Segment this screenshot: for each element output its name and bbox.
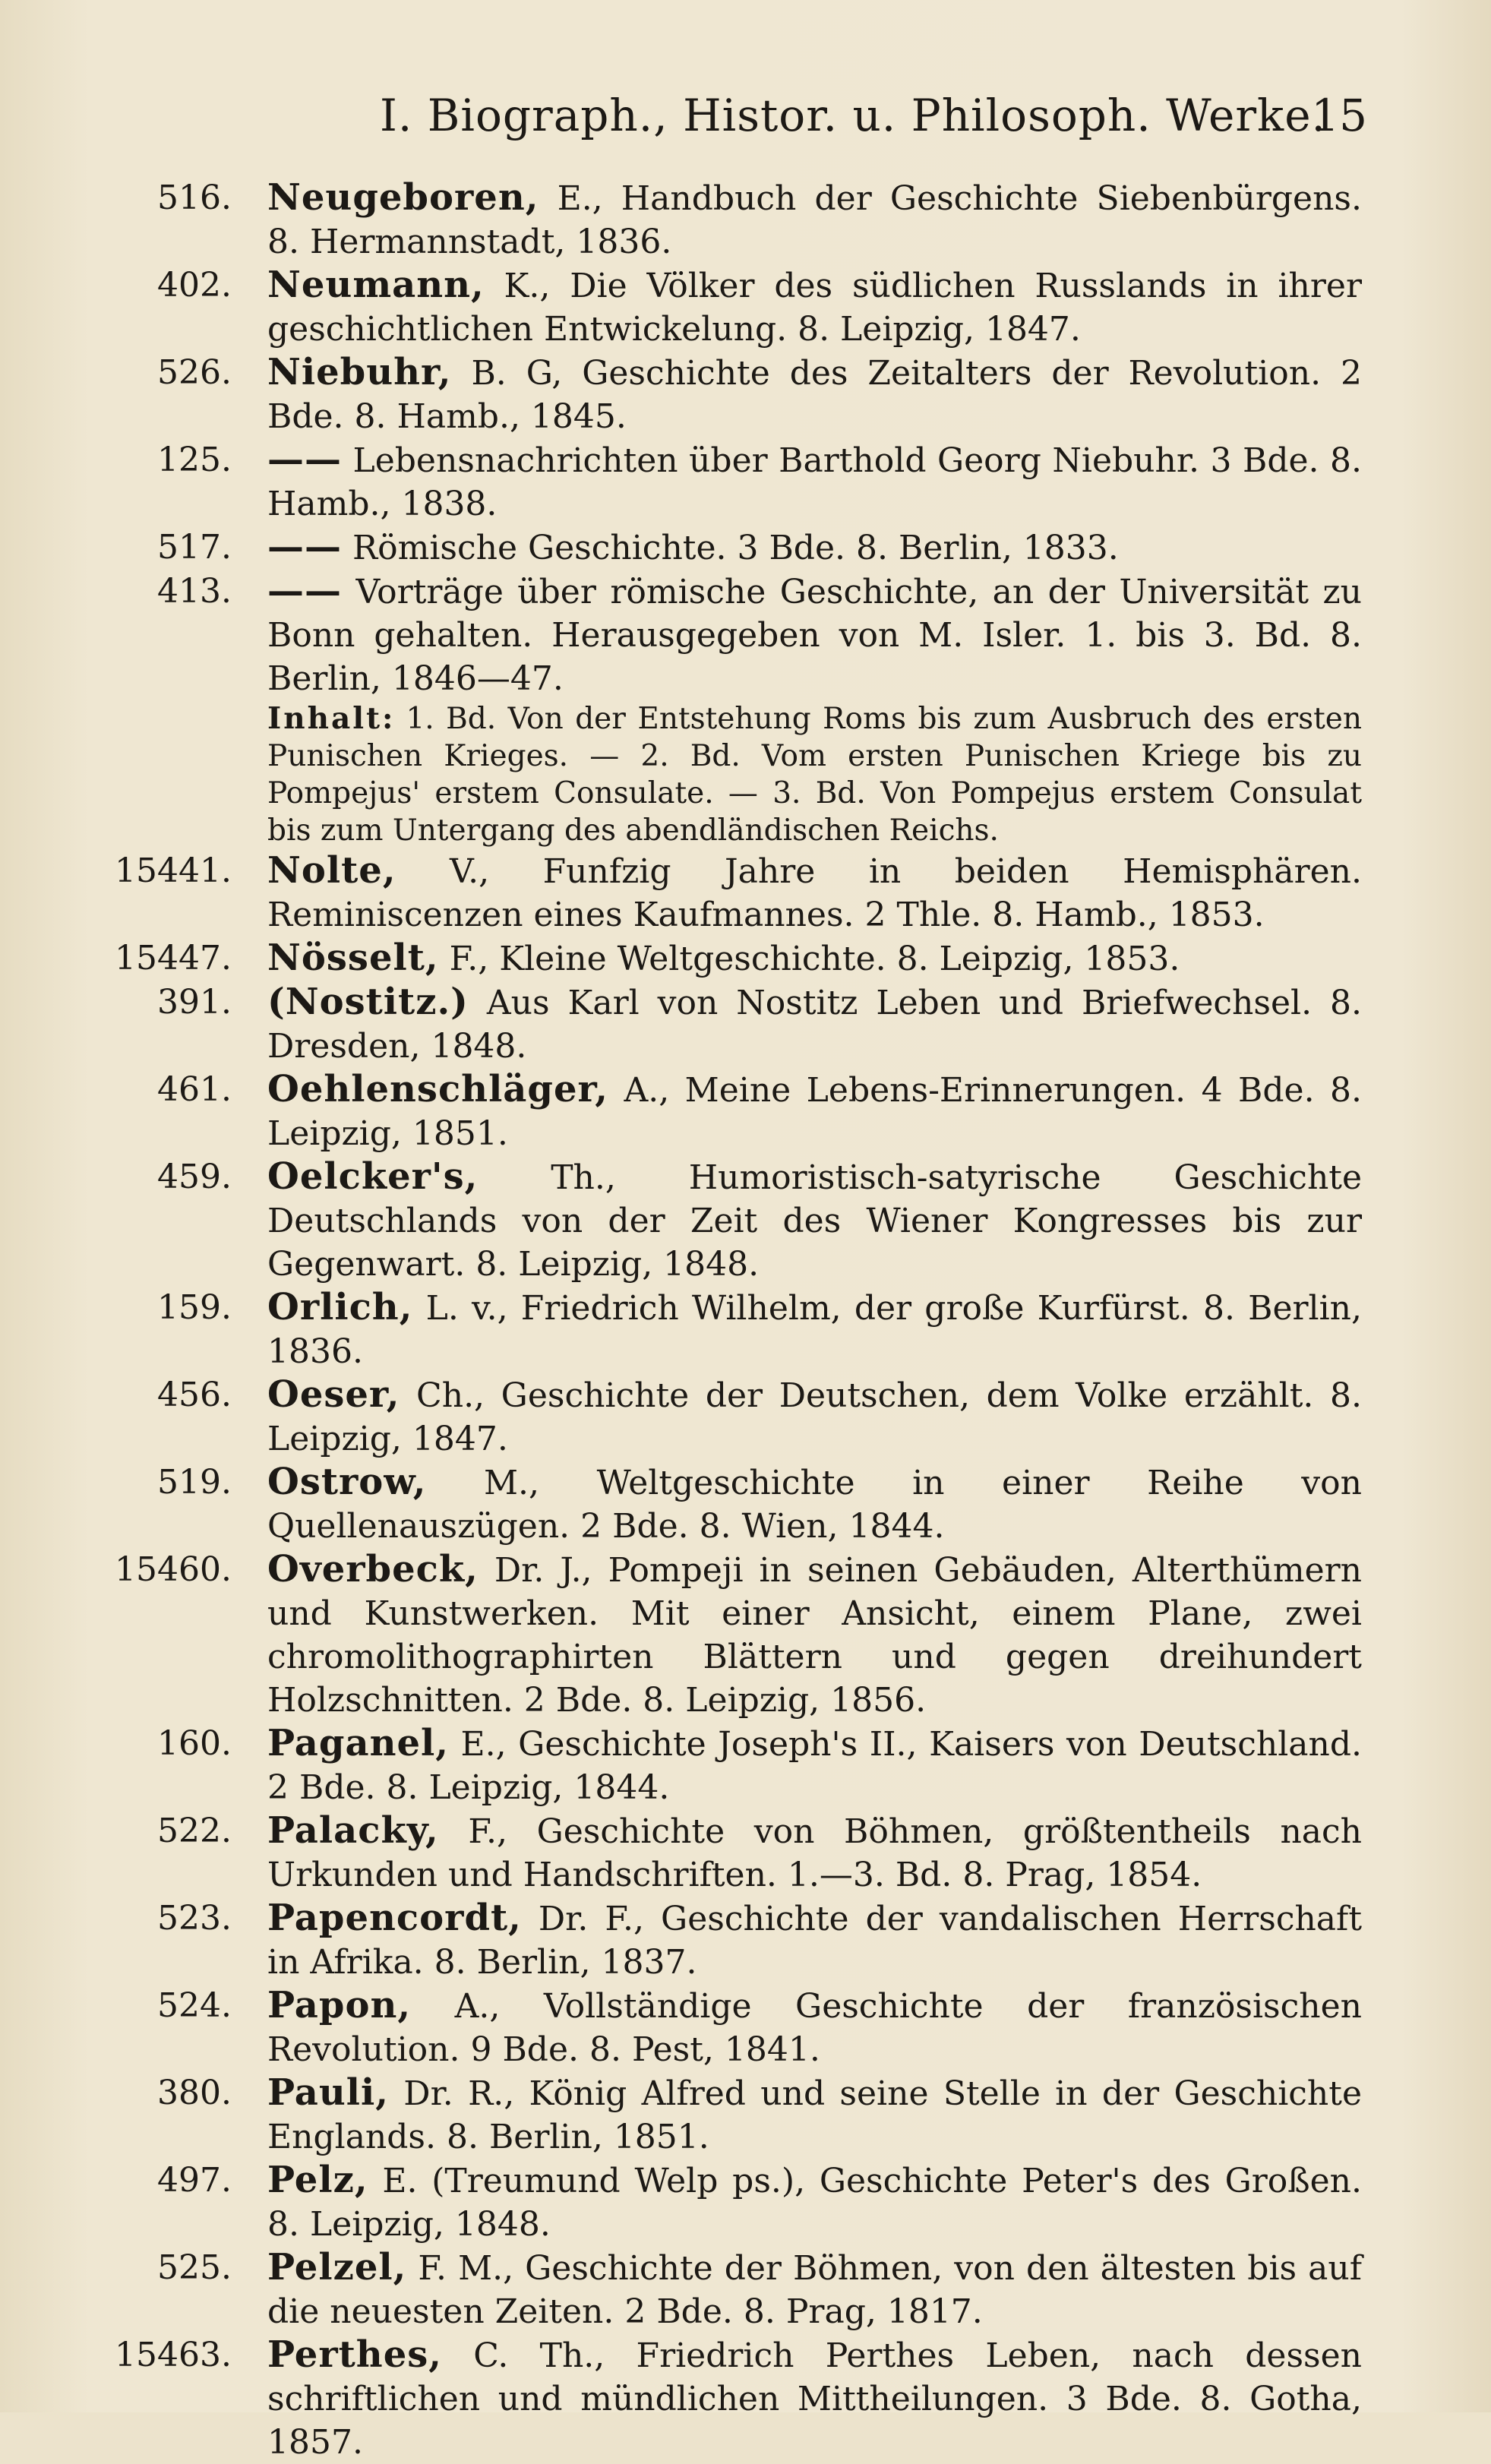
catalog-entry xyxy=(0,2333,1491,2464)
entry-text: F. M., Geschichte der Böhmen, von den ältesten bis auf die neuesten Zeiten. 2 Bde. 8. Prag, 1817. xyxy=(267,2249,1362,2331)
entry-ditto: —— xyxy=(267,438,342,481)
entry-number: 461. xyxy=(157,1070,232,1109)
entry-number: 159. xyxy=(157,1288,232,1327)
entry-author: Neumann, xyxy=(267,264,485,306)
entry-text: Dr. R., König Alfred und seine Stelle in der Geschichte Englands. 8. Berlin, 1851. xyxy=(267,2074,1362,2156)
entry-number: 413. xyxy=(157,572,232,611)
entry-number: 524. xyxy=(157,1986,232,2025)
running-title: I. Biograph., Histor. u. Philosoph. Werke. xyxy=(380,90,1326,141)
entry-text: K., Die Völker des südlichen Russlands in ihrer geschichtlichen Entwickelung. 8. Leipzig, 1847. xyxy=(267,267,1362,349)
catalog-entry xyxy=(0,176,1491,264)
entry-number: 522. xyxy=(157,1812,232,1850)
entry-number: 523. xyxy=(157,1899,232,1938)
entry-author: Nolte, xyxy=(267,849,396,892)
catalog-entry xyxy=(0,526,1491,570)
catalog-entry xyxy=(0,981,1491,1068)
catalog-entry xyxy=(0,1722,1491,1809)
entry-author: Palacky, xyxy=(267,1809,439,1852)
entry-text: C. Th., Friedrich Perthes Leben, nach dessen schriftlichen und mündlichen Mittheilungen. 3 Bde. 8. Gotha, 1857. xyxy=(267,2336,1362,2462)
entry-text: E., Geschichte Joseph's II., Kaisers von Deutschland. 2 Bde. 8. Leipzig, 1844. xyxy=(267,1725,1362,1807)
catalog-entry xyxy=(0,2071,1491,2159)
entry-author: Papencordt, xyxy=(267,1897,522,1939)
catalog-entries xyxy=(0,176,1491,2464)
entry-author: Overbeck, xyxy=(267,1548,479,1591)
entry-number: 125. xyxy=(157,441,232,479)
entry-author: Papon, xyxy=(267,1984,412,2026)
entry-number: 519. xyxy=(157,1463,232,1502)
entry-author: Orlich, xyxy=(267,1286,413,1328)
catalog-entry xyxy=(0,1461,1491,1548)
entry-text: L. v., Friedrich Wilhelm, der große Kurfürst. 8. Berlin, 1836. xyxy=(267,1289,1362,1371)
entry-author: (Nostitz.) xyxy=(267,981,469,1023)
entry-text: Dr. F., Geschichte der vandalischen Herrschaft in Afrika. 8. Berlin, 1837. xyxy=(267,1900,1362,1982)
entry-number: 526. xyxy=(157,353,232,392)
entry-author: Pelz, xyxy=(267,2159,368,2201)
entry-text: F., Kleine Weltgeschichte. 8. Leipzig, 1853. xyxy=(438,940,1180,978)
catalog-entry xyxy=(0,2159,1491,2246)
entry-text: E., Handbuch der Geschichte Siebenbürgens. 8. Hermannstadt, 1836. xyxy=(267,179,1362,261)
entry-number: 391. xyxy=(157,983,232,1022)
catalog-entry xyxy=(0,849,1491,937)
entry-text: Lebensnachrichten über Barthold Georg Niebuhr. 3 Bde. 8. Hamb., 1838. xyxy=(267,441,1362,523)
entry-ditto: —— xyxy=(267,570,342,612)
entry-number: 15441. xyxy=(115,851,232,890)
entry-text: A., Meine Lebens-Erinnerungen. 4 Bde. 8. Leipzig, 1851. xyxy=(267,1071,1362,1153)
entry-author: Neugeboren, xyxy=(267,176,539,219)
page-number: 15 xyxy=(1311,90,1367,141)
entry-author: Paganel, xyxy=(267,1722,449,1764)
entry-author: Oelcker's, xyxy=(267,1155,479,1198)
entry-number: 380. xyxy=(157,2074,232,2112)
catalog-entry xyxy=(0,1897,1491,1984)
contents-note xyxy=(0,700,1491,849)
entry-text: V., Funfzig Jahre in beiden Hemisphären. Reminiscenzen eines Kaufmannes. 2 Thle. 8. Hamb., 1853. xyxy=(267,852,1362,934)
entry-text: Th., Humoristisch-satyrische Geschichte Deutschlands von der Zeit des Wiener Kongresses bis zur Gegenwart. 8. Leipzig, 1848. xyxy=(267,1158,1362,1284)
entry-number: 525. xyxy=(157,2248,232,2287)
catalog-entry xyxy=(0,1809,1491,1897)
entry-number: 459. xyxy=(157,1158,232,1196)
entry-text: Dr. J., Pompeji in seinen Gebäuden, Alterthümern und Kunstwerken. Mit einer Ansicht, einem Plane, zwei chromolithographirten Blättern und gegen dreihundert Holzschnitten. 2 Bde. 8. Leipzig, 1856. xyxy=(267,1551,1362,1720)
catalog-entry xyxy=(0,1068,1491,1155)
entry-author: Oehlenschläger, xyxy=(267,1068,609,1110)
entry-author: Oeser, xyxy=(267,1373,400,1416)
entry-author: Niebuhr, xyxy=(267,351,452,393)
catalog-entry xyxy=(0,1984,1491,2071)
catalog-entry xyxy=(0,438,1491,526)
catalog-entry xyxy=(0,1155,1491,1286)
catalog-entry xyxy=(0,2246,1491,2333)
running-header xyxy=(380,90,1367,150)
entry-author: Pauli, xyxy=(267,2071,389,2114)
entry-text: Ch., Geschichte der Deutschen, dem Volke erzählt. 8. Leipzig, 1847. xyxy=(267,1376,1362,1458)
entry-text: E. (Treumund Welp ps.), Geschichte Peter's des Großen. 8. Leipzig, 1848. xyxy=(267,2162,1362,2244)
entry-number: 497. xyxy=(157,2161,232,2200)
entry-author: Pelzel, xyxy=(267,2246,407,2289)
catalog-entry xyxy=(0,1373,1491,1461)
contents-label: Inhalt: xyxy=(267,701,396,736)
catalog-entry xyxy=(0,937,1491,981)
catalog-entry xyxy=(0,351,1491,438)
entry-text: A., Vollständige Geschichte der französischen Revolution. 9 Bde. 8. Pest, 1841. xyxy=(267,1987,1362,2069)
entry-number: 517. xyxy=(157,528,232,567)
entry-text: Vorträge über römische Geschichte, an der Universität zu Bonn gehalten. Herausgegeben von M. Isler. 1. bis 3. Bd. 8. Berlin, 1846—47. xyxy=(267,573,1362,698)
catalog-entry xyxy=(0,1548,1491,1722)
entry-author: Ostrow, xyxy=(267,1461,427,1503)
entry-author: Perthes, xyxy=(267,2333,442,2376)
entry-author: Nösselt, xyxy=(267,937,439,979)
entry-text: B. G, Geschichte des Zeitalters der Revolution. 2 Bde. 8. Hamb., 1845. xyxy=(267,354,1362,436)
entry-ditto: —— xyxy=(267,526,342,568)
catalog-entry xyxy=(0,1286,1491,1373)
entry-number: 402. xyxy=(157,266,232,305)
entry-text: Aus Karl von Nostitz Leben und Briefwechsel. 8. Dresden, 1848. xyxy=(267,984,1362,1066)
catalog-entry xyxy=(0,264,1491,351)
entry-text: M., Weltgeschichte in einer Reihe von Quellenauszügen. 2 Bde. 8. Wien, 1844. xyxy=(267,1464,1362,1546)
entry-text: F., Geschichte von Böhmen, größtentheils nach Urkunden und Handschriften. 1.—3. Bd. 8. Prag, 1854. xyxy=(267,1812,1362,1894)
entry-number: 160. xyxy=(157,1724,232,1763)
entry-number: 456. xyxy=(157,1376,232,1414)
entry-number: 15463. xyxy=(115,2336,232,2374)
catalog-entry xyxy=(0,570,1491,700)
entry-text: Römische Geschichte. 3 Bde. 8. Berlin, 1833. xyxy=(342,529,1119,567)
entry-number: 15447. xyxy=(115,939,232,978)
contents-text: 1. Bd. Von der Entstehung Roms bis zum Ausbruch des ersten Punischen Krieges. — 2. Bd. Vom ersten Punischen Kriege bis zu Pompejus' erstem Consulate. — 3. Bd. Von Pompejus erstem Consulat bis zum Untergang des abendländischen Reichs. xyxy=(267,702,1362,848)
entry-number: 15460. xyxy=(115,1550,232,1589)
entry-number: 516. xyxy=(157,178,232,217)
